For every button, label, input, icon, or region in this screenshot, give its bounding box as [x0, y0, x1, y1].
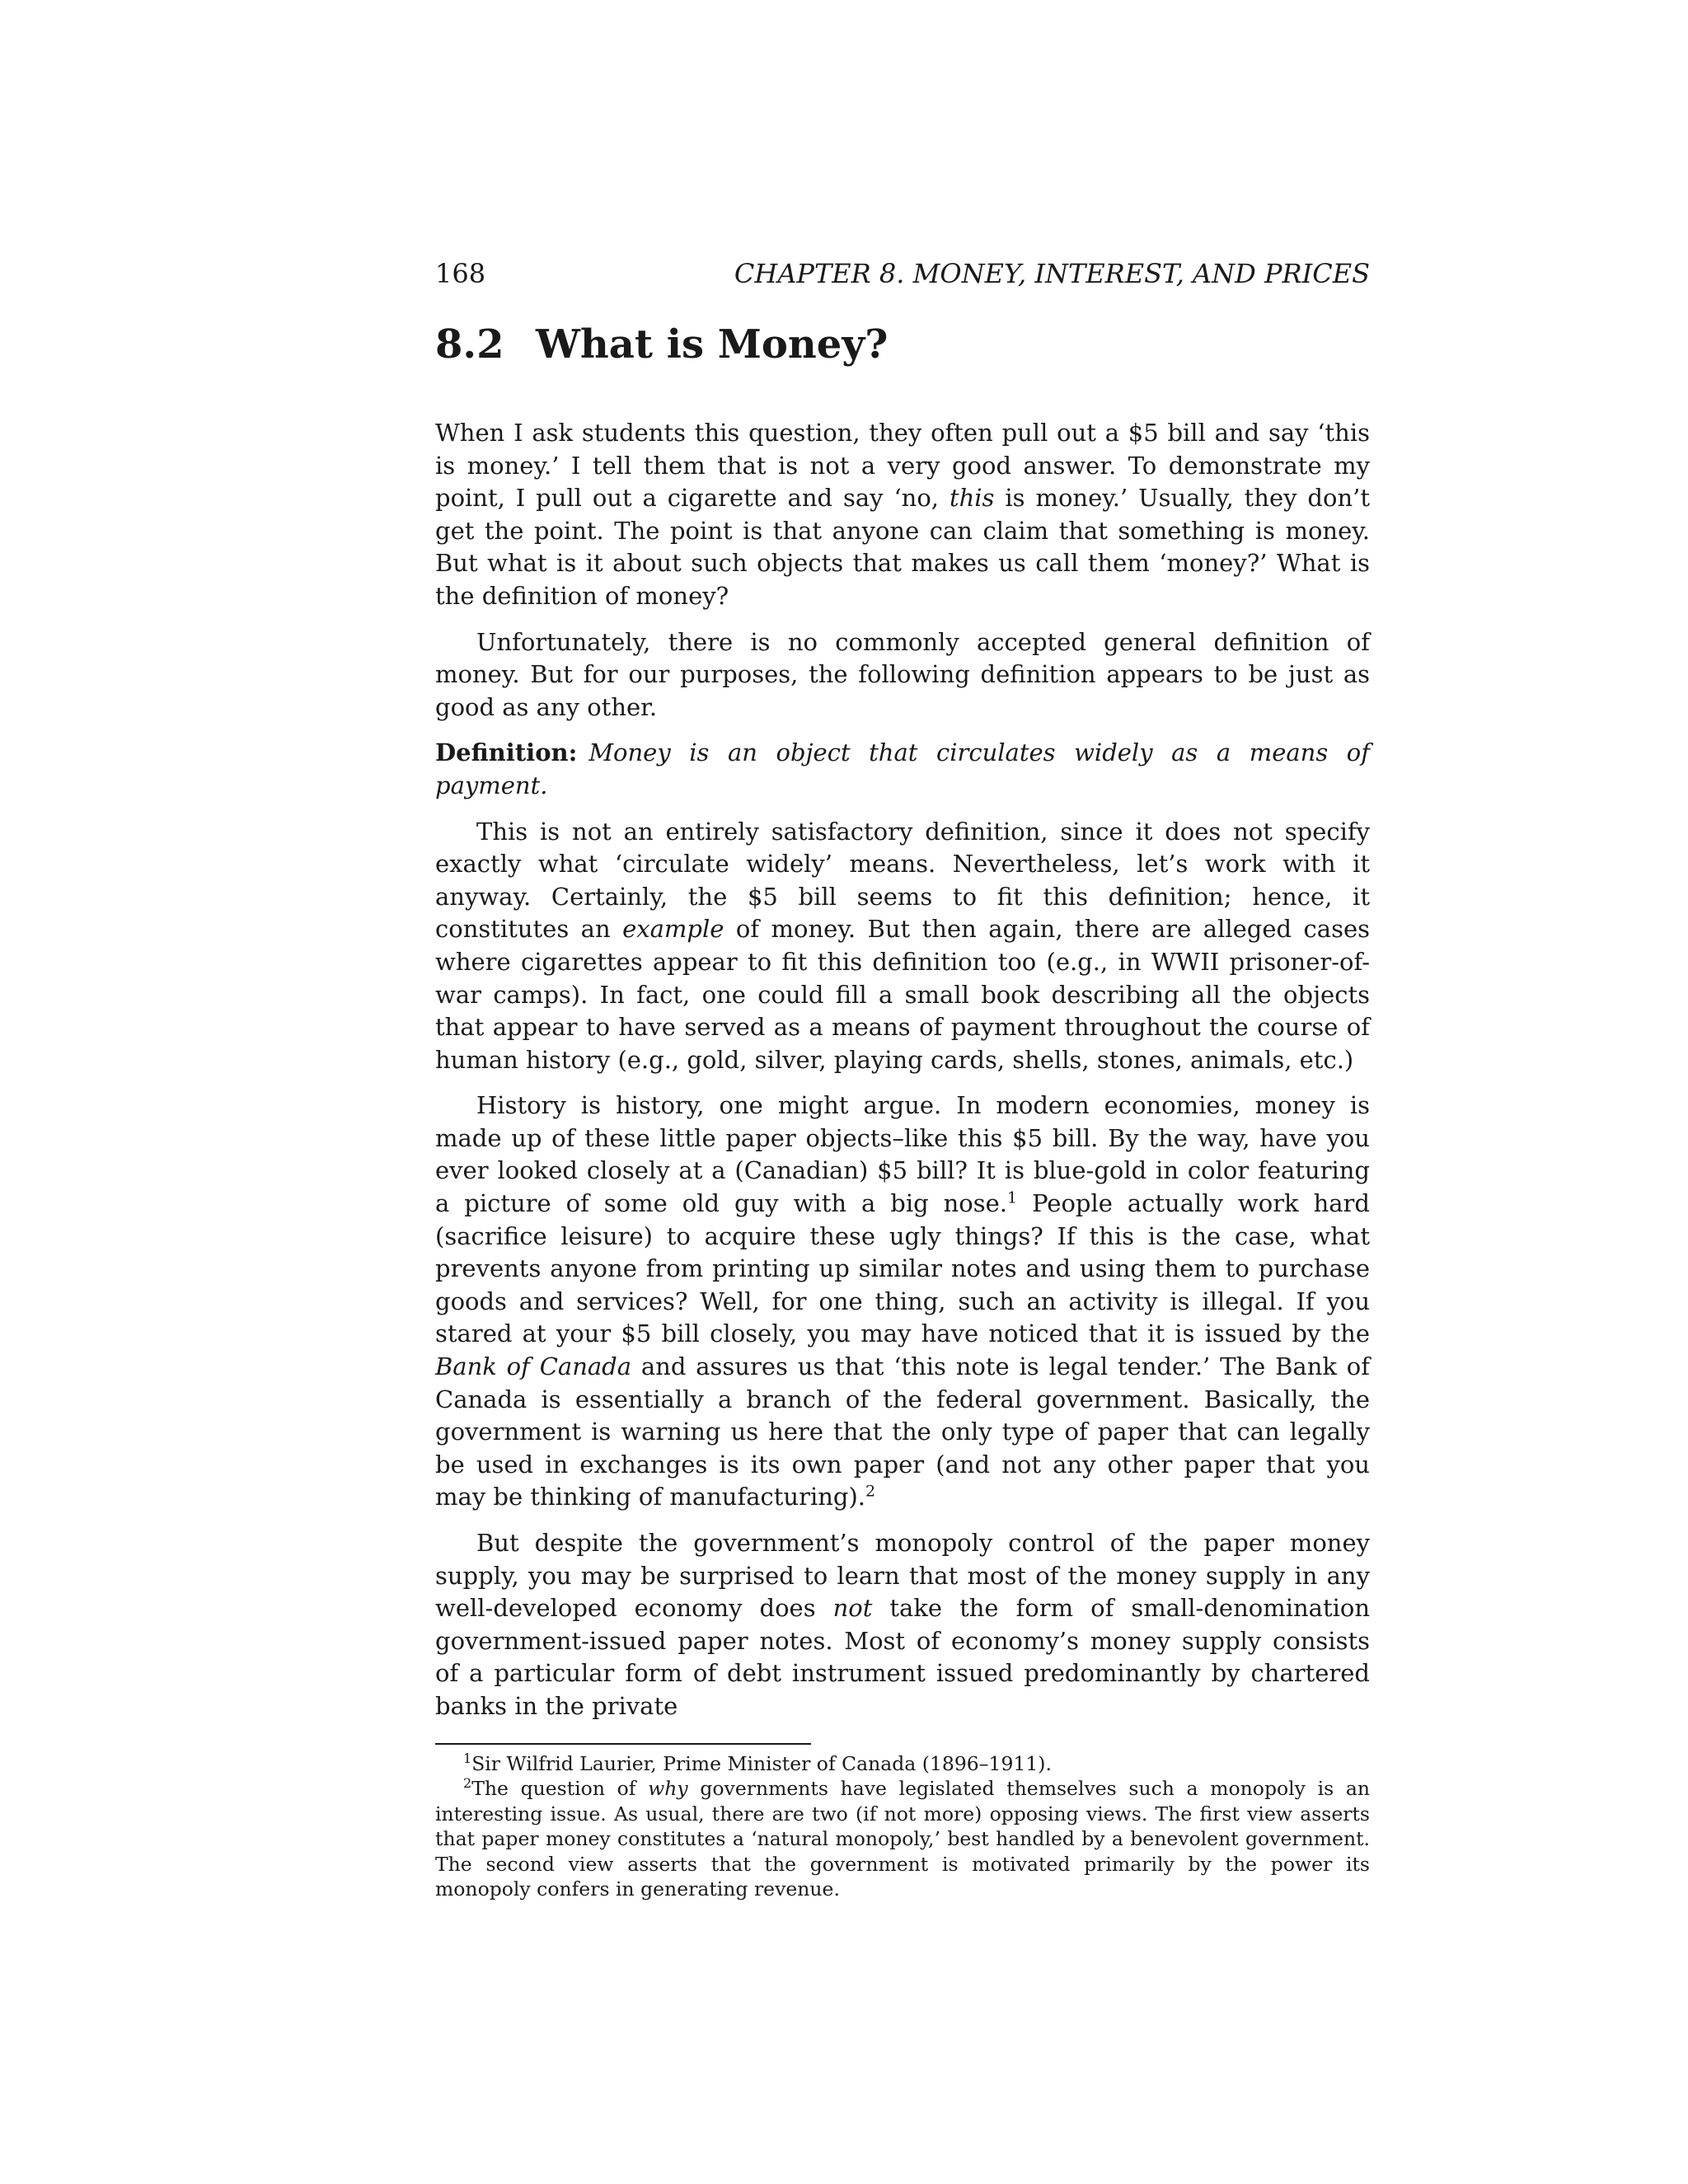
- running-head: [435, 255, 1370, 292]
- footnote-2: [435, 1776, 1370, 1902]
- definition-block: [435, 737, 1370, 802]
- footnote-1: [435, 1751, 1370, 1777]
- footnote-1-mark: 1: [463, 1750, 472, 1766]
- paragraph-4-text-a: History is history, one might argue. In modern economies, money is made up of these little paper objects–like this $5 bill. By the way, have you ever looked closely at a (Canadian) $5 bill? It is blue-gold in color featuring a picture of some old guy with a big nose.: [435, 1091, 1370, 1218]
- footnote-1-text: Sir Wilfrid Laurier, Prime Minister of Canada (1896–1911).: [471, 1751, 1052, 1775]
- footnote-2-mark: 2: [463, 1775, 472, 1792]
- section-title: What is Money?: [536, 321, 889, 368]
- paragraph-4-text-c: and assures us that ‘this note is legal tender.’ The Bank of Canada is essentially a branch of the federal government. Basically, the government is warning us here that the only type of paper that can legally be used in exchanges is its own paper (and not any other paper that you may be thinking of manufacturing).: [435, 1352, 1370, 1511]
- paragraph-5-text-a: But despite the government’s monopoly control of the paper money supply, you may be surprised to learn that most of the money supply in any well-developed economy does: [435, 1529, 1370, 1623]
- paragraph-1: [435, 417, 1370, 613]
- footnote-2-emphasis: why: [648, 1777, 688, 1801]
- section-heading: [435, 320, 1370, 369]
- paragraph-4: [435, 1090, 1370, 1514]
- paragraph-3: [435, 816, 1370, 1077]
- footnote-2-text-b: governments have legislated themselves such a monopoly is an interesting issue. As usual, there are two (if not more) opposing views. The first view asserts that paper money constitutes a ‘natural monopoly,’ best handled by a benevolent government. The second view asserts that the government is motivated primarily by the power its monopoly confers in generating revenue.: [435, 1777, 1370, 1901]
- document-page: [435, 255, 1370, 1902]
- paragraph-3-text-a: This is not an entirely satisfactory definition, since it does not specify exactly what ‘circulate widely’ means. Nevertheless, let’s work with it anyway. Certainly, the $5 bill seems to fit this definition; hence, it constitutes an: [435, 817, 1370, 944]
- paragraph-3-emphasis: example: [622, 915, 724, 944]
- page-number: 168: [435, 258, 486, 289]
- definition-label: Definition:: [435, 738, 578, 767]
- footnote-ref-1[interactable]: 1: [1007, 1188, 1018, 1207]
- paragraph-3-text-b: of money. But then again, there are alleged cases where cigarettes appear to fit this definition too (e.g., in WWII prisoner-of-war camps). In fact, one could fill a small book describing all the objects that appear to have served as a means of payment throughout the course of human history (e.g., gold, silver, playing cards, shells, stones, animals, etc.): [435, 915, 1370, 1074]
- footnotes: [435, 1751, 1370, 1902]
- paragraph-1-emphasis: this: [949, 484, 995, 513]
- footnote-2-text-a: The question of: [471, 1777, 649, 1801]
- chapter-title: CHAPTER 8. MONEY, INTEREST, AND PRICES: [734, 258, 1370, 289]
- paragraph-1-text-a: When I ask students this question, they often pull out a $5 bill and say ‘this is money.’ I tell them that is not a very good answer. To demonstrate my point, I pull out a cigarette and say ‘no,: [435, 419, 1370, 513]
- footnote-ref-2[interactable]: 2: [865, 1482, 876, 1501]
- definition-text: Money is an object that circulates widely as a means of payment.: [435, 738, 1370, 799]
- paragraph-5: [435, 1527, 1370, 1723]
- paragraph-5-text-b: take the form of small-denomination government-issued paper notes. Most of economy’s money supply consists of a particular form of debt instrument issued predominantly by chartered banks in the private: [435, 1594, 1371, 1720]
- section-number: 8.2: [435, 321, 504, 368]
- footnote-divider: [435, 1743, 811, 1745]
- paragraph-4-emphasis: Bank of Canada: [435, 1352, 632, 1381]
- paragraph-4-text-b: People actually work hard (sacrifice leisure) to acquire these ugly things? If this is the case, what prevents anyone from printing up similar notes and using them to purchase goods and services? Well, for one thing, such an activity is illegal. If you stared at your $5 bill closely, you may have noticed that it is issued by the: [435, 1189, 1370, 1348]
- paragraph-2: Unfortunately, there is no commonly accepted general definition of money. But for our purposes, the following definition appears to be just as good as any other.: [435, 627, 1370, 721]
- paragraph-1-text-b: is money.’ Usually, they don’t get the point. The point is that anyone can claim that something is money. But what is it about such objects that makes us call them ‘money?’ What is the definition of money?: [435, 484, 1370, 610]
- body-text: [435, 417, 1370, 1723]
- paragraph-5-emphasis: not: [832, 1594, 873, 1623]
